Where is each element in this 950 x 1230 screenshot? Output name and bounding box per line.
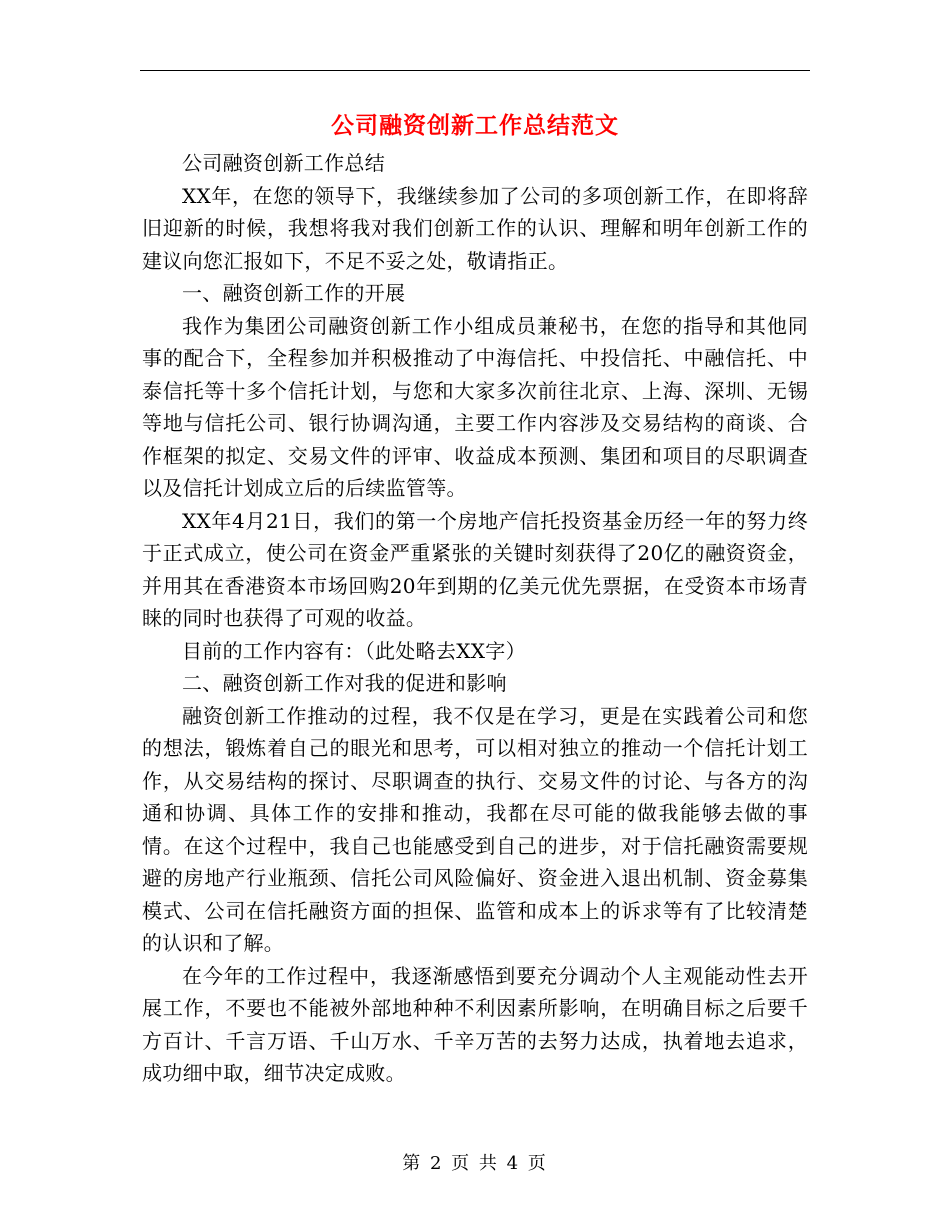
section-heading-2: 二、融资创新工作对我的促进和影响 [182,671,507,695]
paragraph-impact: 融资创新工作推动的过程，我不仅是在学习，更是在实践着公司和您的想法，锻炼着自己的眼光和思考，可以相对独立的推动一个信托计划工作，从交易结构的探讨、尽职调查的执行、交易文件的讨论、与各方的沟通和协调、具体工作的安排和推动，我都在尽可能的做我能够去做的事情。在这个过程中，我自己也能感受到自己的进步，对于信托融资需要规避的房地产行业瓶颈、信托公司风险偏好、资金进入退出机制、资金募集模式、公司在信托融资方面的担保、监管和成本上的诉求等有了比较清楚的认识和了解。 [142,703,808,955]
page-number: 第 2 页 共 4 页 [402,1153,548,1174]
document-subtitle: 公司融资创新工作总结 [182,151,385,175]
document-title: 公司融资创新工作总结范文 [331,112,619,139]
section-heading-1: 一、融资创新工作的开展 [182,281,406,305]
paragraph-intro: XX年，在您的领导下，我继续参加了公司的多项创新工作，在即将辞旧迎新的时候，我想将我对我们创新工作的认识、理解和明年创新工作的建议向您汇报如下，不足不妥之处，敬请指正。 [142,183,808,273]
paragraph-work-development: 我作为集团公司融资创新工作小组成员兼秘书，在您的指导和其他同事的配合下，全程参加并积极推动了中海信托、中投信托、中融信托、中泰信托等十多个信托计划，与您和大家多次前往北京、上海、深圳、无锡等地与信托公司、银行协调沟通，主要工作内容涉及交易结构的商谈、合作框架的拟定、交易文件的评审、收益成本预测、集团和项目的尽职调查以及信托计划成立后的后续监管等。 [142,313,808,500]
paragraph-reflection: 在今年的工作过程中，我逐渐感悟到要充分调动个人主观能动性去开展工作，不要也不能被外部地种种不利因素所影响，在明确目标之后要千方百计、千言万语、千山万水、千辛万苦的去努力达成，执着地去追求，成功细中取，细节决定成败。 [142,963,808,1085]
header-rule [140,70,810,71]
paragraph-fund-established: XX年4月21日，我们的第一个房地产信托投资基金历经一年的努力终于正式成立，使公司在资金严重紧张的关键时刻获得了20亿的融资资金，并用其在香港资本市场回购20年到期的亿美元优先票据，在受资本市场青睐的同时也获得了可观的收益。 [142,508,808,630]
document-body [142,147,808,1090]
paragraph-current-work: 目前的工作内容有：（此处略去XX字） [182,638,526,663]
